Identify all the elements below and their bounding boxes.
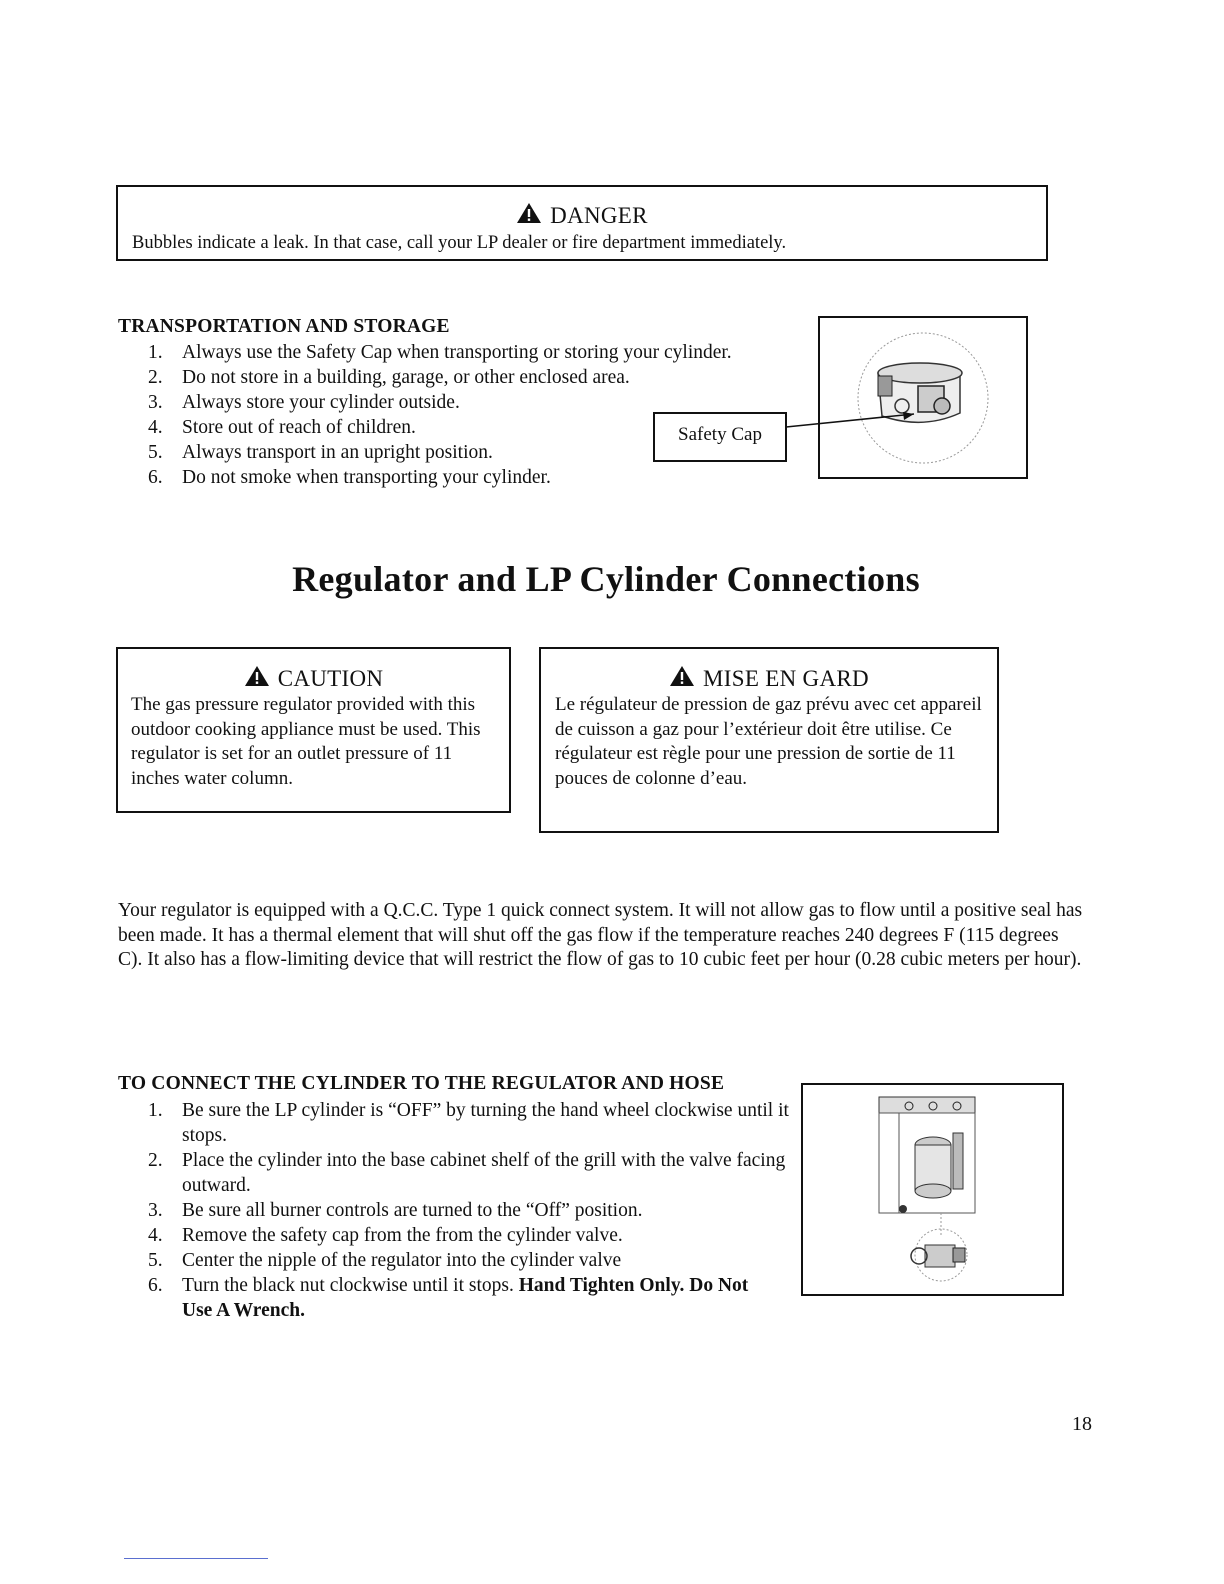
list-item: 4. Remove the safety cap from the from the cylinder valve.	[148, 1225, 623, 1246]
caution-text: The gas pressure regulator provided with this outdoor cooking appliance must be used. This regulator is set for an outlet pressure of 11 inches water column.	[131, 694, 481, 789]
caution-title: CAUTION	[277, 666, 384, 691]
list-item: 4. Store out of reach of children.	[148, 417, 416, 438]
safety-cap-label: Safety Cap	[678, 424, 762, 445]
list-item: 2. Place the cylinder into the base cabinet shelf of the grill with the valve facing outward.	[148, 1150, 786, 1196]
danger-text: Bubbles indicate a leak. In that case, call your LP dealer or fire department immediately.	[132, 233, 787, 253]
safety-cap-leader-line	[786, 400, 926, 440]
mise-text: Le régulateur de pression de gaz prévu avec cet appareil de cuisson a gaz pour l’extérieur doit être utilise. Ce régulateur est règle pour une pression de sortie de 11 pouces de colonne d’eau.	[555, 694, 982, 789]
connect-heading: TO CONNECT THE CYLINDER TO THE REGULATOR AND HOSE	[118, 1073, 725, 1094]
danger-title: DANGER	[550, 203, 648, 228]
caution-box	[116, 647, 511, 813]
list-item: 6. Do not smoke when transporting your cylinder.	[148, 467, 551, 488]
list-item: 3. Be sure all burner controls are turned to the “Off” position.	[148, 1200, 643, 1221]
list-item: 1. Be sure the LP cylinder is “OFF” by turning the hand wheel clockwise until it stops.	[148, 1100, 789, 1146]
caution-heading	[118, 665, 509, 692]
list-item: 3. Always store your cylinder outside.	[148, 392, 460, 413]
danger-heading	[118, 202, 1046, 229]
warning-triangle-icon	[669, 665, 695, 687]
list-item: 2. Do not store in a building, garage, or other enclosed area.	[148, 367, 630, 388]
page-number: 18	[1072, 1413, 1092, 1435]
safety-cap-figure	[818, 316, 1028, 479]
footer-rule	[124, 1558, 268, 1559]
regulator-paragraph: Your regulator is equipped with a Q.C.C. Type 1 quick connect system. It will not allow gas to flow until a positive seal has been made. It has a thermal element that will shut off the gas flow if the temperature reaches 240 degrees F (115 degrees C). It also has a flow-limiting device that will restrict the flow of gas to 10 cubic feet per hour (0.28 cubic meters per hour).	[118, 900, 1083, 970]
list-item: 5. Always transport in an upright position.	[148, 442, 493, 463]
danger-box	[116, 185, 1048, 261]
list-item: 6. Turn the black nut clockwise until it stops. Hand Tighten Only. Do Not Use A Wrench.	[148, 1275, 749, 1321]
mise-en-gard-box	[539, 647, 999, 833]
grill-cylinder-figure	[801, 1083, 1064, 1296]
warning-triangle-icon	[244, 665, 270, 687]
page-title: Regulator and LP Cylinder Connections	[292, 559, 920, 599]
transport-heading: TRANSPORTATION AND STORAGE	[118, 316, 450, 337]
cylinder-safety-cap-illustration	[820, 318, 1026, 477]
list-item: 5. Center the nipple of the regulator into the cylinder valve	[148, 1250, 622, 1271]
grill-cabinet-illustration	[803, 1085, 1062, 1294]
warning-triangle-icon	[516, 202, 542, 224]
list-item: 1. Always use the Safety Cap when transporting or storing your cylinder.	[148, 342, 732, 363]
mise-title: MISE EN GARD	[703, 666, 869, 691]
mise-heading	[541, 665, 997, 692]
connect-list	[118, 1098, 808, 1323]
safety-cap-label-box	[653, 412, 787, 462]
